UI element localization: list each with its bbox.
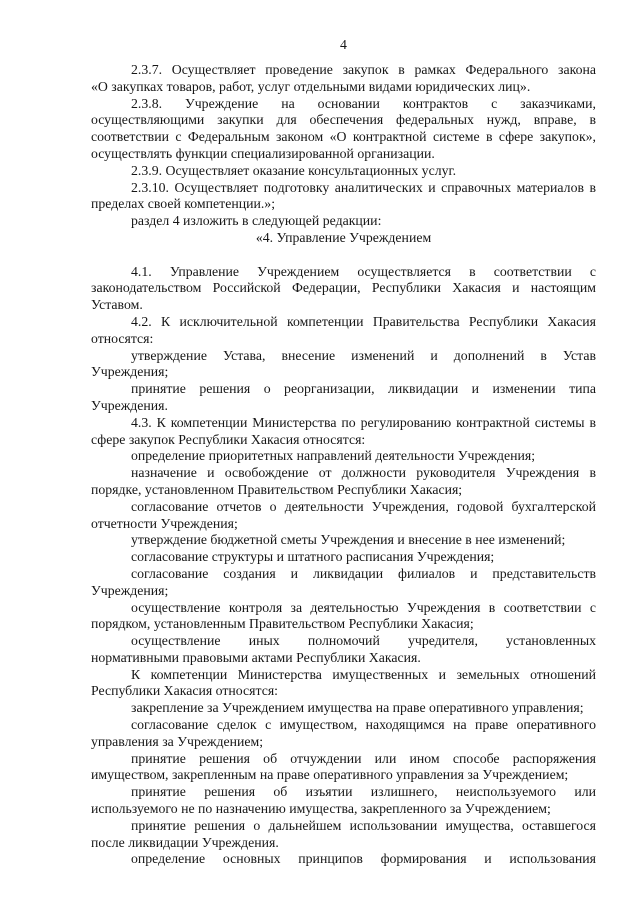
text-line: осуществление иных полномочий учредителя, установленных	[131, 633, 596, 649]
clause-2-3-7	[91, 62, 596, 96]
text-line: нормативными правовыми актами Республики Хакасия.	[91, 649, 421, 665]
text-line: 4.2. К исключительной компетенции Правительства Республики Хакасия	[131, 313, 596, 329]
government-power-charter	[91, 348, 596, 382]
text-line: сфере закупок Республики Хакасия относятся:	[91, 431, 366, 447]
ministry-power-budget-estimate	[91, 532, 596, 549]
text-line: согласование отчетов о деятельности Учреждения, годовой бухгалтерской	[131, 498, 596, 514]
text-line: 4.3. К компетенции Министерства по регулированию контрактной системы в	[131, 414, 596, 430]
text-line: относятся:	[91, 330, 154, 346]
property-power-principles	[91, 851, 596, 868]
text-line: закрепление за Учреждением имущества на праве оперативного управления;	[131, 700, 584, 716]
ministry-power-reports-approval	[91, 499, 596, 533]
clause-2-3-10	[91, 180, 596, 214]
text-line: отчетности Учреждения;	[91, 515, 238, 531]
text-line: назначение и освобождение от должности руководителя Учреждения в	[131, 465, 596, 481]
ministry-power-director-appointment	[91, 465, 596, 499]
text-line: определение приоритетных направлений деятельности Учреждения;	[131, 448, 536, 464]
government-power-reorganization	[91, 381, 596, 415]
blank-line	[91, 247, 596, 264]
text-line: Учреждения.	[91, 397, 168, 413]
text-line: осуществление контроля за деятельностью Учреждения в соответствии с	[131, 599, 596, 615]
clause-2-3-8	[91, 96, 596, 163]
text-line: управления за Учреждением;	[91, 733, 264, 749]
text-line: принятие решения об отчуждении или ином способе распоряжения	[131, 750, 596, 766]
page-number: 4	[340, 37, 347, 52]
text-line: 2.3.9. Осуществляет оказание консультационных услуг.	[131, 162, 457, 178]
property-power-disposal	[91, 751, 596, 785]
text-line: 2.3.10. Осуществляет подготовку аналитических и справочных материалов в	[131, 179, 596, 195]
text-line: принятие решения о дальнейшем использовании имущества, оставшегося	[131, 817, 596, 833]
text-line: Уставом.	[91, 297, 143, 313]
text-line: Учреждения;	[91, 364, 169, 380]
clause-4-2	[91, 314, 596, 348]
property-ministry-intro	[91, 667, 596, 701]
section-4-heading	[91, 230, 596, 247]
text-line: после ликвидации Учреждения.	[91, 834, 279, 850]
text-line: 2.3.7. Осуществляет проведение закупок в рамках Федерального закона	[131, 62, 596, 77]
text-line: раздел 4 изложить в следующей редакции:	[131, 213, 382, 229]
text-line: Республики Хакасия относятся:	[91, 683, 279, 699]
text-line: 4.1. Управление Учреждением осуществляется в соответствии с	[131, 263, 596, 279]
clause-4-3	[91, 415, 596, 449]
text-line: осуществлять функции специализированной организации.	[91, 145, 435, 161]
text-line: согласование сделок с имуществом, находящимся на праве оперативного	[131, 717, 596, 733]
text-line: порядком, установленным Правительством Республики Хакасия;	[91, 616, 474, 632]
ministry-power-other	[91, 633, 596, 667]
text-line: порядке, установленном Правительством Республики Хакасия;	[91, 481, 463, 497]
text-line: принятие решения об изъятии излишнего, неиспользуемого или	[131, 784, 596, 800]
text-line: законодательством Российской Федерации, Республики Хакасия и настоящим	[91, 280, 596, 296]
text-line: определение основных принципов формирования и использования	[131, 851, 596, 867]
clause-2-3-9	[91, 163, 596, 180]
text-line: утверждение бюджетной сметы Учреждения и внесение в нее изменений;	[131, 532, 566, 548]
ministry-power-oversight	[91, 600, 596, 634]
document-body	[91, 62, 596, 868]
text-line: «4. Управление Учреждением	[255, 229, 432, 245]
amendment-instruction	[91, 213, 596, 230]
text-line: Учреждения;	[91, 582, 169, 598]
ministry-power-staff-structure	[91, 549, 596, 566]
text-line: принятие решения о реорганизации, ликвидации и изменении типа	[131, 381, 596, 397]
text-line: осуществляющими закупки для обеспечения федеральных нужд, вправе, в	[91, 112, 596, 128]
text-line: имуществом, закрепленным на праве оперативного управления за Учреждением;	[91, 767, 569, 783]
text-line: утверждение Устава, внесение изменений и дополнений в Устав	[131, 347, 596, 363]
clause-4-1	[91, 264, 596, 314]
text-line: соответствии с Федеральным законом «О контрактной системе в сфере закупок»,	[91, 129, 596, 145]
text-line: «О закупках товаров, работ, услуг отдельными видами юридических лиц».	[91, 78, 531, 94]
text-line: согласование создания и ликвидации филиалов и представительств	[131, 565, 596, 581]
property-power-after-liquidation	[91, 818, 596, 852]
property-power-withdrawal	[91, 784, 596, 818]
text-line: К компетенции Министерства имущественных и земельных отношений	[131, 666, 596, 682]
text-line: согласование структуры и штатного расписания Учреждения;	[131, 549, 495, 565]
property-power-transactions	[91, 717, 596, 751]
ministry-power-priorities	[91, 448, 596, 465]
text-line: 2.3.8. Учреждение на основании контрактов с заказчиками,	[131, 95, 596, 111]
text-line: пределах своей компетенции.»;	[91, 196, 276, 212]
property-power-assignment	[91, 700, 596, 717]
text-line: используемого не по назначению имущества, закрепленного за Учреждением;	[91, 801, 551, 817]
ministry-power-branches	[91, 566, 596, 600]
